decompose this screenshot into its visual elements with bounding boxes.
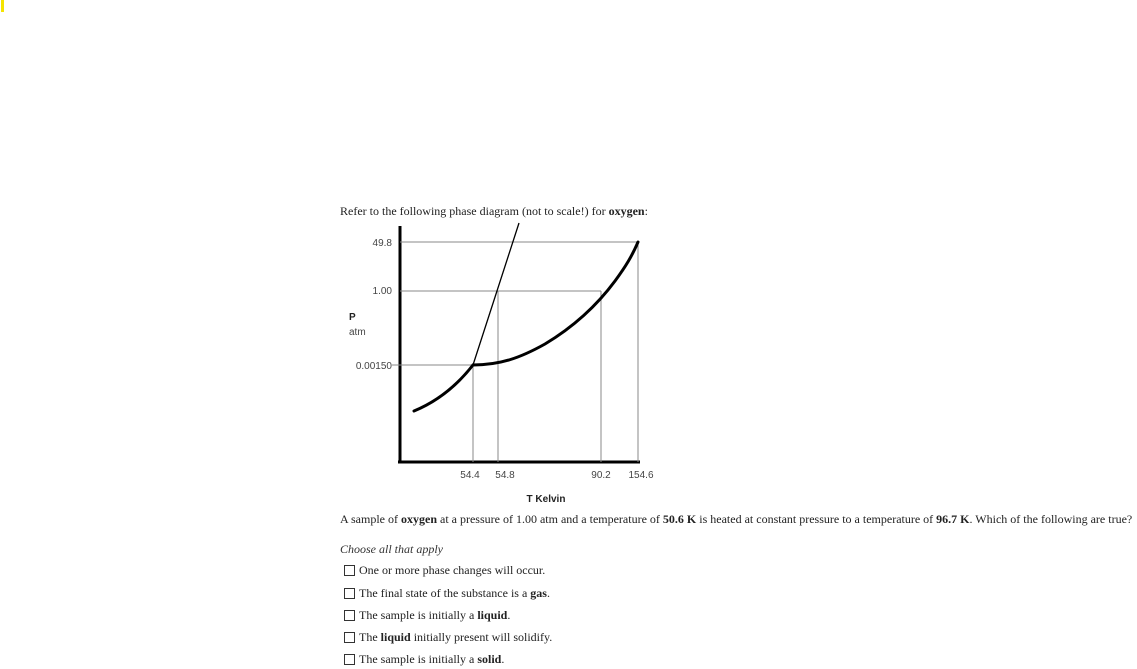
- y-axis-label-atm: atm: [349, 327, 366, 338]
- option-4-label[interactable]: The liquid initially present will solidify.: [359, 630, 553, 644]
- x-tick-54.8: 54.8: [495, 470, 515, 481]
- option-3-checkbox[interactable]: [344, 610, 355, 621]
- melting-curve: [473, 223, 519, 365]
- option-4-checkbox[interactable]: [344, 632, 355, 643]
- yellow-marker: [1, 0, 4, 12]
- option-3-label[interactable]: The sample is initially a liquid.: [359, 608, 511, 622]
- choose-all-label: Choose all that apply: [340, 542, 443, 556]
- option-4[interactable]: [344, 630, 552, 645]
- x-tick-90.2: 90.2: [591, 470, 611, 481]
- option-1-label[interactable]: One or more phase changes will occur.: [359, 563, 546, 577]
- y-tick-1.00: 1.00: [372, 286, 392, 297]
- intro-text: Refer to the following phase diagram (not to scale!) for oxygen:: [340, 204, 648, 218]
- option-5-checkbox[interactable]: [344, 654, 355, 665]
- option-2-label[interactable]: The final state of the substance is a gas.: [359, 586, 550, 600]
- phase-diagram: [330, 218, 670, 508]
- option-3[interactable]: [344, 608, 510, 623]
- option-2[interactable]: [344, 586, 550, 601]
- question-text: A sample of oxygen at a pressure of 1.00 atm and a temperature of 50.6 K is heated at constant pressure to a temperature of 96.7 K. Which of the following are true?: [340, 512, 1133, 526]
- substance-name: oxygen: [608, 204, 645, 218]
- option-5[interactable]: [344, 652, 504, 667]
- y-tick-0.00150: 0.00150: [355, 361, 392, 372]
- option-5-label[interactable]: The sample is initially a solid.: [359, 652, 505, 666]
- x-tick-154.6: 154.6: [628, 470, 654, 481]
- sublimation-curve: [414, 365, 473, 411]
- y-tick-49.8: 49.8: [372, 238, 392, 249]
- x-axis-label: T Kelvin: [526, 494, 566, 505]
- y-axis-label-p: P: [349, 312, 356, 323]
- option-2-checkbox[interactable]: [344, 588, 355, 599]
- option-1[interactable]: [344, 563, 545, 578]
- option-1-checkbox[interactable]: [344, 565, 355, 576]
- x-tick-54.4: 54.4: [460, 470, 480, 481]
